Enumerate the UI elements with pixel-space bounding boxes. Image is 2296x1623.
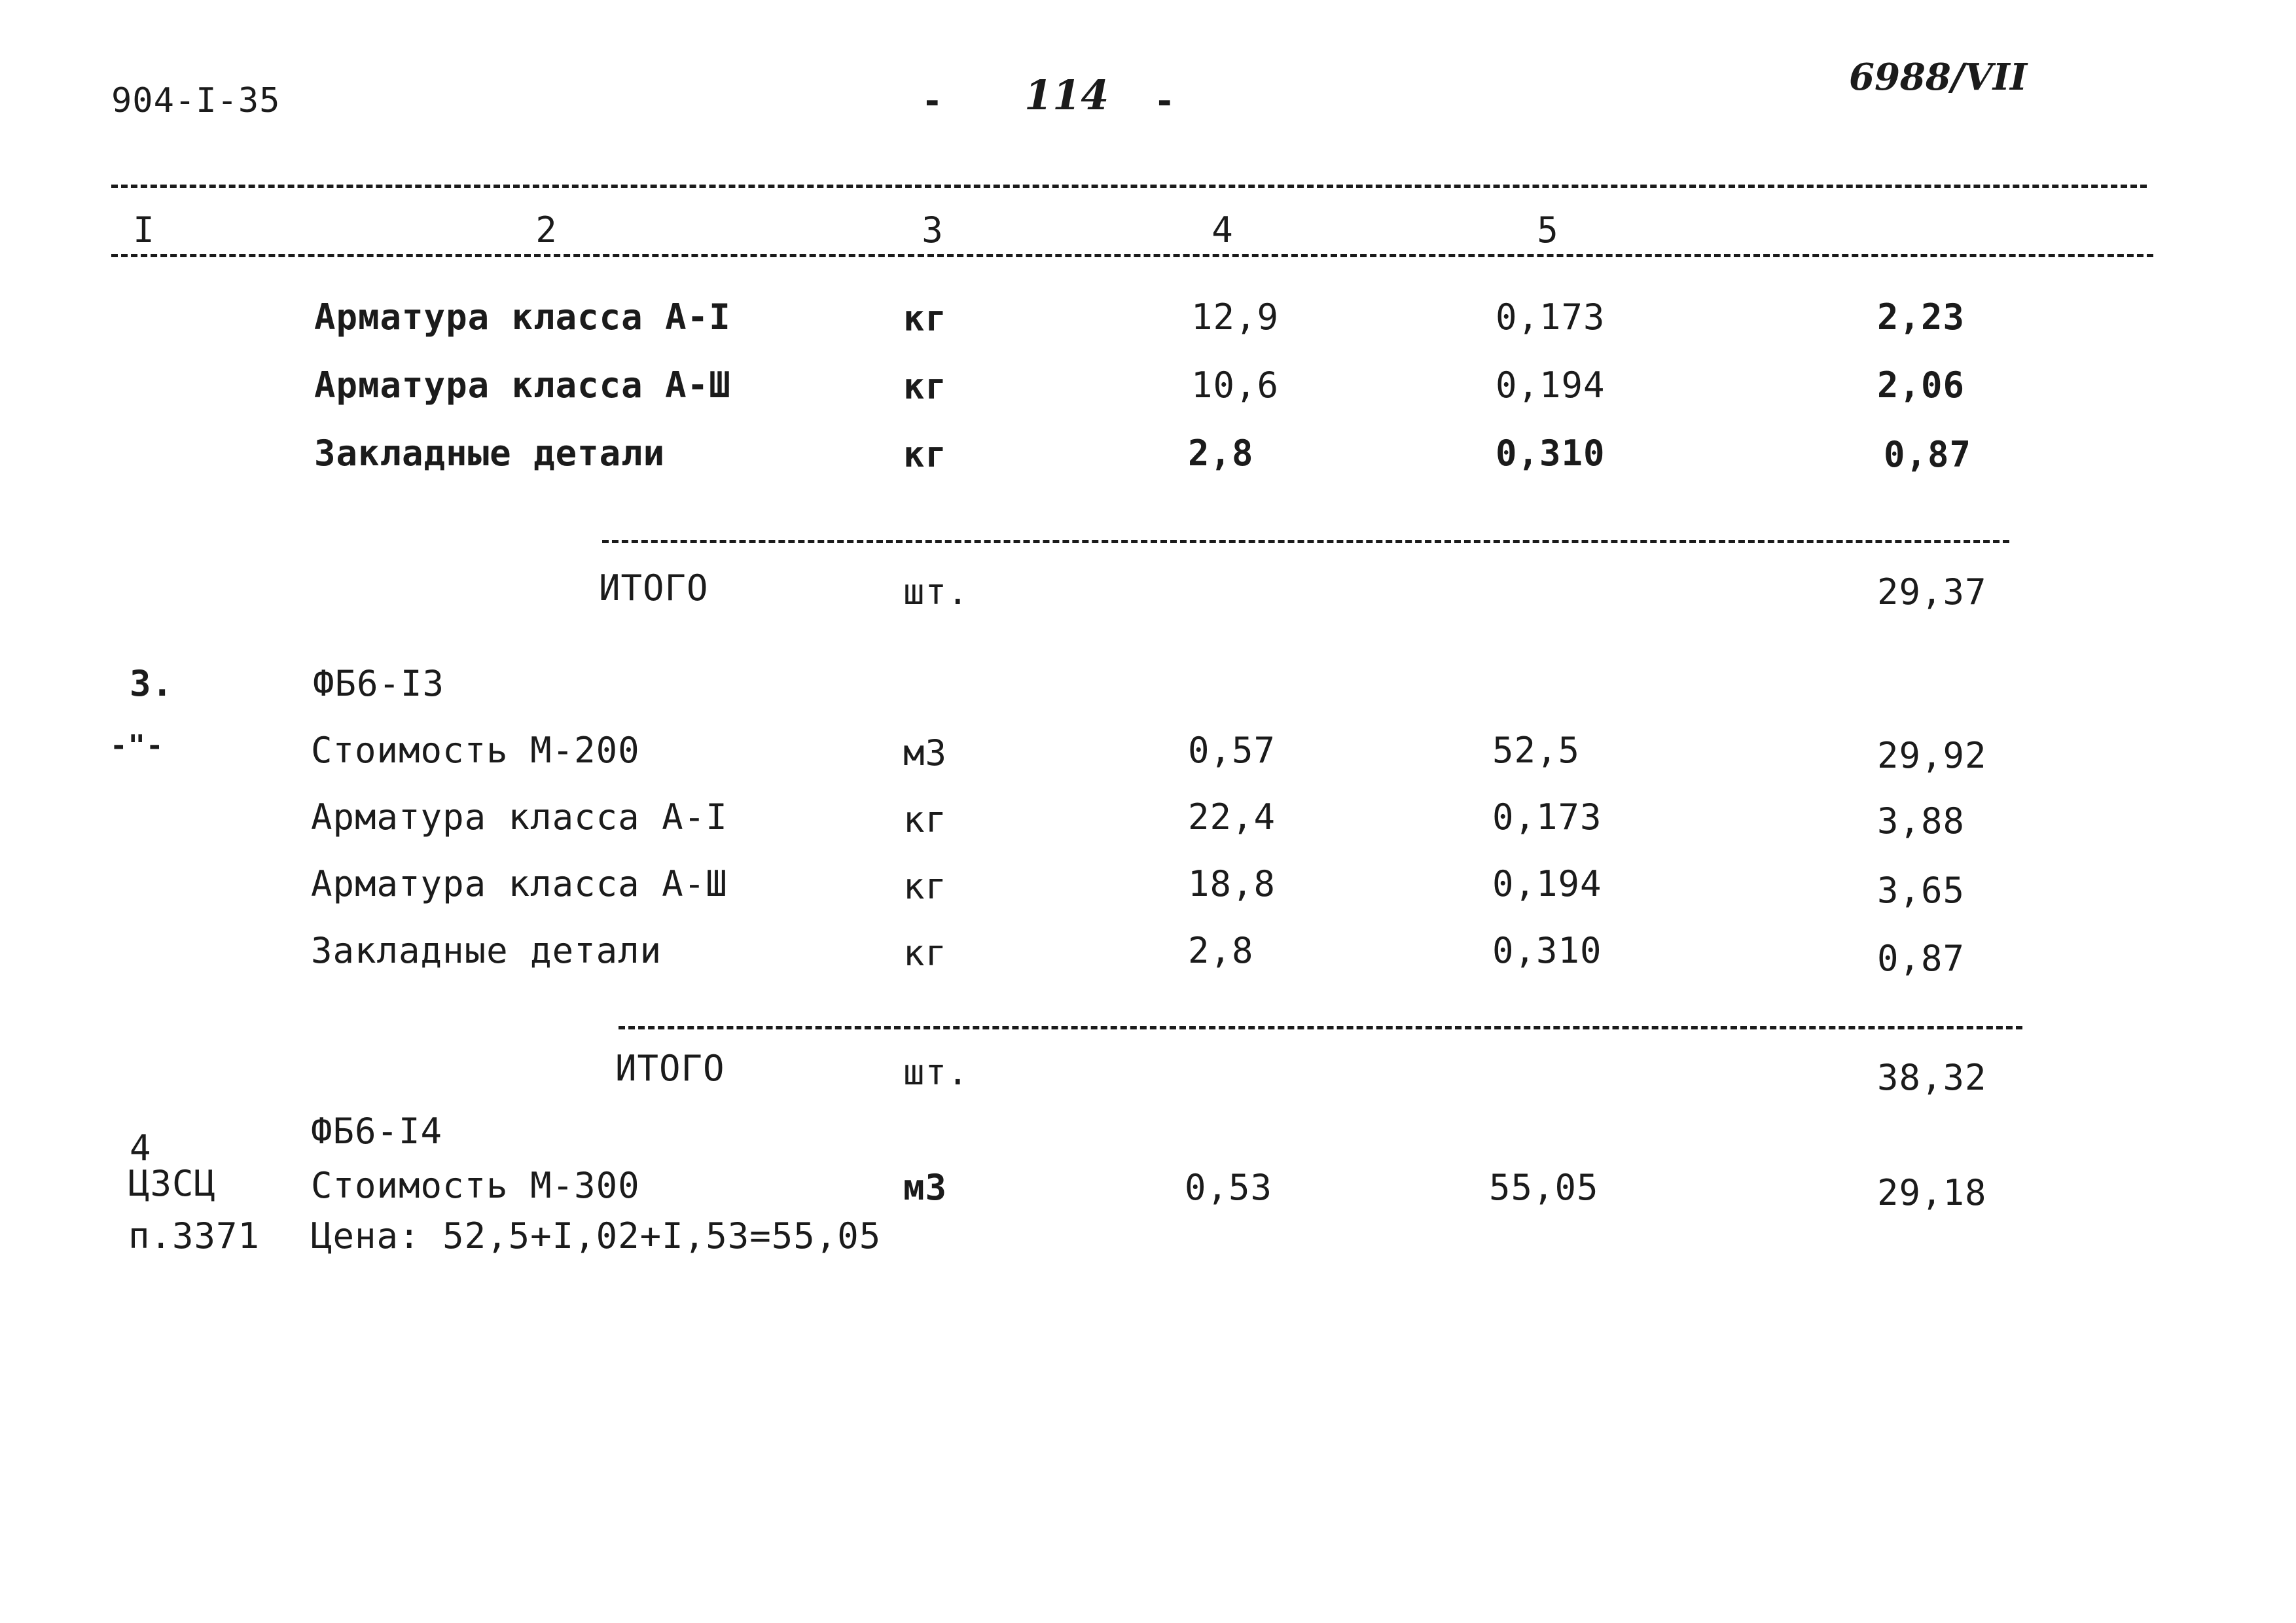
page-dash-right: - (1154, 80, 1176, 122)
item-name: Стоимость М-300 (311, 1165, 640, 1206)
item-name: Арматура класса А-I (314, 296, 731, 338)
item-code: ФБ6-I3 (313, 663, 445, 704)
subtotal-rule (602, 540, 2009, 543)
item-name: Арматура класса А-Ш (311, 863, 728, 904)
price-reference-source: ЦЗСЦ (128, 1163, 217, 1204)
item-name: Стоимость М-200 (311, 730, 640, 771)
item-unit: кг (903, 366, 948, 407)
subtotal-unit: шт. (903, 571, 969, 613)
column-4-number: 4 (1211, 209, 1234, 251)
item-unit-price: 0,194 (1496, 365, 1605, 406)
item-unit: кг (903, 298, 948, 339)
page-dash-left: - (922, 80, 944, 122)
item-unit: кг (903, 866, 948, 907)
item-name: Арматура класса А-Ш (314, 365, 731, 406)
page-number: 114 (1024, 71, 1109, 119)
item-quantity: 12,9 (1191, 296, 1280, 338)
item-code: ФБ6-I4 (311, 1111, 443, 1152)
item-unit-price: 0,194 (1492, 863, 1602, 904)
item-quantity: 10,6 (1191, 365, 1280, 406)
item-name: Арматура класса А-I (311, 796, 728, 838)
subtotal-label: ИТОГО (615, 1048, 725, 1089)
inventory-number: 6988/VII (1849, 56, 2028, 99)
item-total: 2,23 (1877, 296, 1965, 338)
item-unit-price: 52,5 (1492, 730, 1581, 771)
item-quantity: 22,4 (1188, 796, 1276, 838)
subtotal-rule (619, 1026, 2022, 1029)
subtotal-label: ИТОГО (599, 567, 709, 609)
column-3-number: 3 (922, 209, 944, 251)
item-unit: м3 (903, 1167, 948, 1208)
item-number: 3. (130, 663, 174, 704)
item-unit-price: 0,173 (1492, 796, 1602, 838)
item-quantity: 2,8 (1188, 930, 1254, 971)
price-reference-item: п.3371 (128, 1215, 260, 1257)
item-quantity: 0,57 (1188, 730, 1276, 771)
item-total: 2,06 (1877, 365, 1965, 406)
item-total: 0,87 (1877, 938, 1965, 979)
ditto-mark: -"- (110, 729, 164, 762)
item-unit: м3 (903, 732, 948, 774)
item-quantity: 0,53 (1185, 1167, 1273, 1208)
price-calculation-note: Цена: 52,5+I,02+I,53=55,05 (311, 1215, 882, 1257)
header-bottom-rule (111, 254, 2153, 257)
item-total: 29,92 (1877, 735, 1987, 776)
column-2-number: 2 (535, 209, 558, 251)
item-name: Закладные детали (314, 433, 666, 474)
item-quantity: 2,8 (1188, 433, 1254, 474)
item-unit: кг (903, 434, 948, 475)
subtotal-unit: шт. (903, 1052, 969, 1093)
item-unit-price: 0,310 (1496, 433, 1605, 474)
item-unit-price: 55,05 (1489, 1167, 1599, 1208)
item-unit-price: 0,310 (1492, 930, 1602, 971)
item-quantity: 18,8 (1188, 863, 1276, 904)
subtotal-total: 38,32 (1877, 1057, 1987, 1098)
item-total: 0,87 (1884, 434, 1972, 475)
item-unit: кг (903, 799, 948, 840)
column-5-number: 5 (1537, 209, 1559, 251)
item-total: 3,65 (1877, 870, 1965, 911)
header-top-rule (111, 185, 2147, 188)
item-unit: кг (903, 933, 948, 974)
series-code: 904-I-35 (111, 81, 281, 120)
subtotal-total: 29,37 (1877, 571, 1987, 613)
item-unit-price: 0,173 (1496, 296, 1605, 338)
item-number: 4 (130, 1128, 152, 1169)
item-name: Закладные детали (311, 930, 662, 971)
column-1-number: I (133, 209, 155, 251)
item-total: 3,88 (1877, 800, 1965, 842)
item-total: 29,18 (1877, 1172, 1987, 1213)
